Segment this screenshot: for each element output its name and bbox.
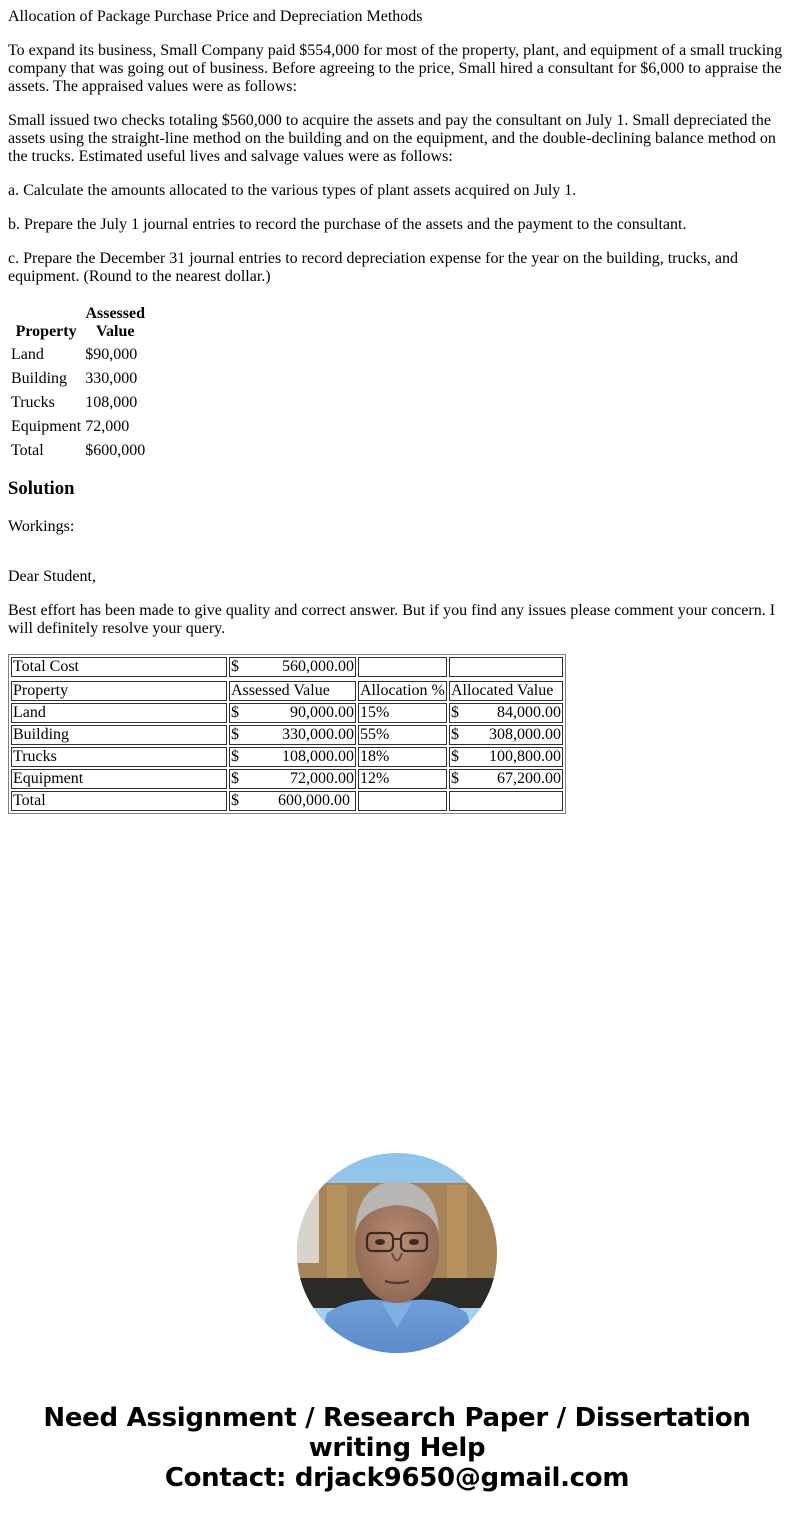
currency-symbol: $ [231,792,239,809]
table-row [11,703,563,723]
currency-symbol: $ [231,704,239,721]
allocation-header-row [11,681,563,701]
value-cell: 330,000 [85,370,138,387]
allocation-pct-cell: 12% [358,769,447,789]
property-cell: Total [11,442,44,459]
author-portrait-image [297,1153,497,1353]
empty-cell [358,657,447,677]
currency-symbol: $ [231,726,239,743]
total-label: Total [11,791,227,811]
table-row [11,769,563,789]
problem-paragraph-1: To expand its business, Small Company paid $554,000 for most of the property, plant, and equipment of a small trucking company that was going out of business. Before agreeing to the price, Small hired a consultant for $6,000 to appraise the assets. The appraised values were as follows: [8,42,783,95]
table-row [10,440,146,462]
property-cell: Land [11,346,44,363]
total-amount-cell [229,791,356,811]
value-cell: 72,000 [85,418,130,435]
amount: 72,000.00 [290,770,354,787]
promo-line-2: writing Help [308,1433,486,1463]
assessed-cell [229,703,356,723]
property-cell: Building [11,725,227,745]
total-cost-row [11,657,563,677]
value-cell: $600,000 [85,442,146,459]
allocation-pct-cell: 15% [358,703,447,723]
question-c: c. Prepare the December 31 journal entries to record depreciation expense for the year on the building, trucks, and equipment. (Round to the nearest dollar.) [8,250,738,285]
empty-cell [449,657,563,677]
promo-banner [0,1403,794,1493]
property-cell: Equipment [11,418,82,435]
allocation-pct-cell: 18% [358,747,447,767]
allocated-cell [449,725,563,745]
greeting: Dear Student, [8,568,96,585]
table-row [10,392,146,414]
amount: 108,000.00 [282,748,354,765]
table-row [10,368,146,390]
property-cell: Building [11,370,68,387]
allocated-cell [449,703,563,723]
table-row [10,344,146,366]
question-b: b. Prepare the July 1 journal entries to record the purchase of the assets and the payment to the consultant. [8,216,687,233]
table-row [10,416,146,438]
total-cost-label: Total Cost [11,657,227,677]
currency-symbol: $ [451,770,459,787]
total-row [11,791,563,811]
amount: 67,200.00 [497,770,561,787]
amount: 600,000.00 [278,792,350,809]
currency-symbol: $ [231,770,239,787]
table-header-row [10,304,146,342]
column-header-property: Property [11,681,227,701]
column-header-allocation-pct: Allocation % [358,681,447,701]
currency-symbol: $ [451,726,459,743]
question-a: a. Calculate the amounts allocated to the various types of plant assets acquired on July 1. [8,182,577,199]
value-cell: $90,000 [85,346,138,363]
column-header-assessed-value: Assessed Value [85,305,145,340]
assessed-cell [229,769,356,789]
solution-note: Best effort has been made to give quality and correct answer. But if you find any issues please comment your concern. I will definitely resolve your query. [8,602,776,637]
column-header-property: Property [15,323,77,340]
allocation-table [8,654,566,814]
author-avatar [297,1153,497,1353]
assessed-values-table [8,302,148,464]
amount: 100,800.00 [489,748,561,765]
empty-cell [358,791,447,811]
amount: 84,000.00 [497,704,561,721]
value-cell: 108,000 [85,394,138,411]
spacer [8,552,786,568]
table-row [11,747,563,767]
property-cell: Trucks [11,747,227,767]
page-title: Allocation of Package Purchase Price and Depreciation Methods [8,8,423,25]
column-header-assessed-value: Assessed Value [229,681,356,701]
assessed-cell [229,725,356,745]
allocated-cell [449,747,563,767]
amount: 90,000.00 [290,704,354,721]
currency-symbol: $ [231,658,239,675]
currency-symbol: $ [451,748,459,765]
property-cell: Land [11,703,227,723]
currency-symbol: $ [231,748,239,765]
allocated-cell [449,769,563,789]
table-row [11,725,563,745]
promo-contact: Contact: drjack9650@gmail.com [164,1463,630,1493]
property-cell: Trucks [11,394,55,411]
workings-label: Workings: [8,518,75,535]
empty-cell [449,791,563,811]
property-cell: Equipment [11,769,227,789]
promo-line-1: Need Assignment / Research Paper / Dissertation [43,1403,751,1433]
currency-symbol: $ [451,704,459,721]
assessed-cell [229,747,356,767]
problem-paragraph-2: Small issued two checks totaling $560,000 to acquire the assets and pay the consultant on July 1. Small depreciated the assets using the straight-line method on the building and on the equipment, and the double-declining balance method on the trucks. Estimated useful lives and salvage values were as follows: [8,112,776,165]
amount: 560,000.00 [282,658,354,675]
allocation-pct-cell: 55% [358,725,447,745]
amount: 308,000.00 [489,726,561,743]
total-cost-amount-cell [229,657,356,677]
column-header-allocated-value: Allocated Value [449,681,563,701]
amount: 330,000.00 [282,726,354,743]
solution-heading: Solution [8,478,75,499]
